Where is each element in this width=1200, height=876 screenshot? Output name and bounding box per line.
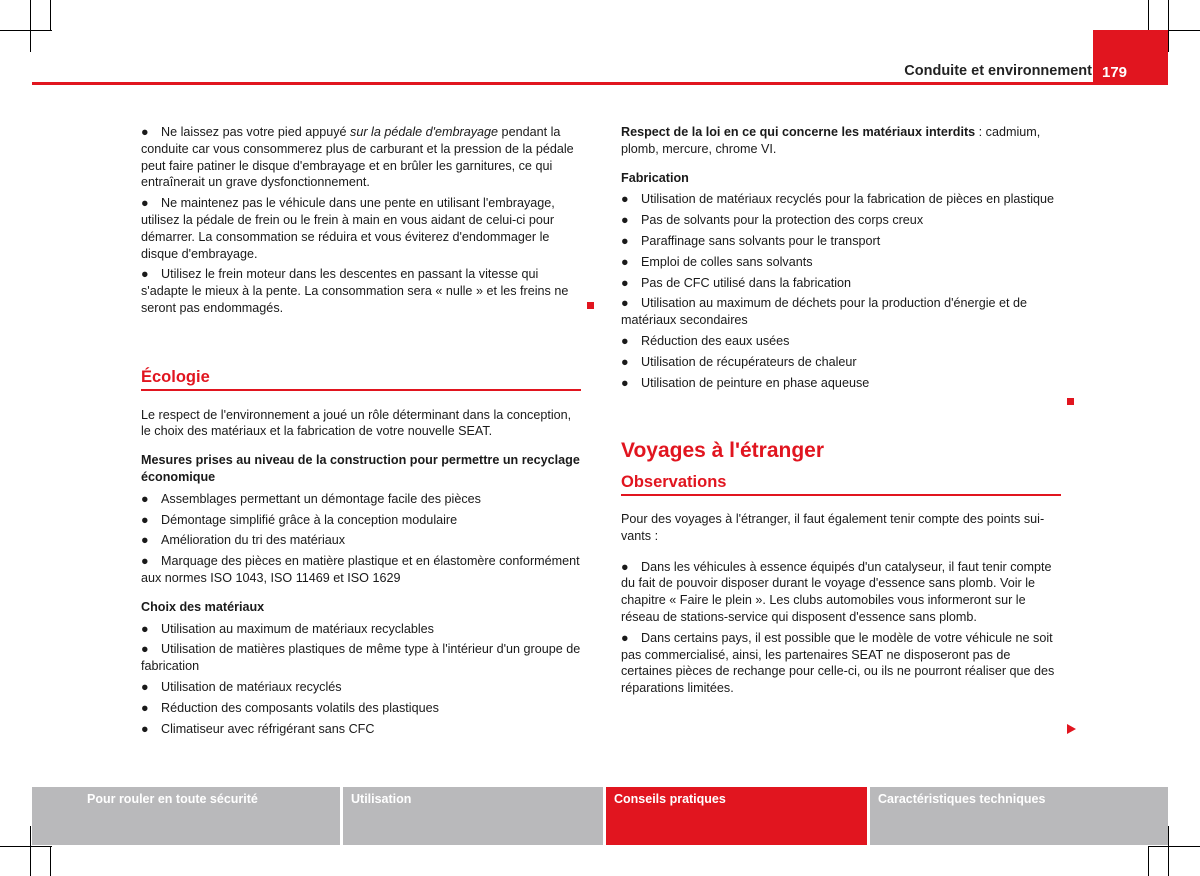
footer-tab-label: Caractéristiques techniques: [878, 792, 1046, 806]
list-item: ● Pas de solvants pour la protection des corps creux: [621, 213, 924, 228]
crop-mark: [30, 826, 31, 876]
list-item: ● Réduction des eaux usées: [621, 333, 790, 348]
list-item: ● Ne maintenez pas le véhicule dans une pente en utilisant l'embrayage, utilisez la pédale de frein ou le frein à main en vous aidant de celui-ci pour démarrer. La consommation se réduira et vous éviterez d'endommager le disque d'embrayage.: [141, 196, 555, 261]
right-column: [621, 124, 1061, 701]
section-heading-voyages: Voyages à l'étranger: [621, 439, 825, 463]
section-heading-observations: Observations: [621, 474, 1061, 496]
list-item: ● Dans les véhicules à essence équipés d'un catalyseur, il faut tenir compte du fait de pouvoir disposer durant le voyage d'essence sans plomb. Voir le chapitre « Faire le plein ». Les clubs automobiles vous informeront sur le réseau de stations-service qui disposent d'essence sans plomb.: [621, 559, 1052, 624]
list-item: ● Utilisation de récupérateurs de chaleur: [621, 354, 857, 369]
list-item: ● Climatiseur avec réfrigérant sans CFC: [141, 721, 375, 736]
list-item: ● Démontage simplifié grâce à la conception modulaire: [141, 512, 458, 527]
crop-mark: [30, 0, 31, 52]
page-number: 179: [1102, 64, 1128, 81]
voyages-intro: Pour des voyages à l'étranger, il faut également tenir compte des points suivants :: [621, 511, 1045, 543]
crop-mark: [1148, 846, 1149, 876]
list-item: ● Ne laissez pas votre pied appuyé sur la pédale d'embrayage pendant la conduite car vous consommerez plus de carburant et la pression de la pédale peut faire patiner le disque d'embrayage et en brûler les garnitures, ce qui entraînerait un grave dysfonctionnement.: [141, 125, 574, 190]
list-item: ● Marquage des pièces en matière plastique et en élastomère conformément aux normes ISO 1043, ISO 11469 et ISO 1629: [141, 554, 580, 585]
list-item: ● Utilisation de matières plastiques de même type à l'intérieur d'un groupe de fabrication: [141, 642, 581, 674]
footer-tab-label: Conseils pratiques: [614, 792, 726, 806]
fabrication-title: Fabrication: [621, 170, 689, 185]
chapter-title: Conduite et environnement: [904, 63, 1092, 79]
list-item: ● Utilisation de matériaux recyclés: [141, 679, 342, 694]
law-paragraph: Respect de la loi en ce qui concerne les matériaux interdits : cadmium, plomb, mercure, chrome VI.: [621, 125, 1041, 156]
list-item: ● Emploi de colles sans solvants: [621, 254, 813, 269]
crop-mark: [0, 846, 52, 847]
list-item: ● Utilisation au maximum de déchets pour la production d'énergie et de matériaux secondaires: [621, 296, 1028, 328]
crop-mark: [1148, 846, 1200, 847]
list-item: ● Pas de CFC utilisé dans la fabrication: [621, 275, 851, 290]
crop-mark: [1148, 0, 1149, 30]
crop-mark: [1168, 826, 1169, 876]
header-rule: [32, 82, 1168, 85]
list-item: ● Assemblages permettant un démontage facile des pièces: [141, 491, 481, 506]
crop-mark: [50, 846, 51, 876]
crop-mark: [0, 30, 52, 31]
list-item: ● Réduction des composants volatils des plastiques: [141, 700, 439, 715]
crop-mark: [50, 0, 51, 30]
materials-title: Choix des matériaux: [141, 599, 265, 614]
crop-mark: [1168, 0, 1169, 52]
continue-arrow-icon: [1067, 724, 1076, 734]
list-item: ● Dans certains pays, il est possible que le modèle de votre véhicule ne soit pas commercialisé, ainsi, les partenaires SEAT ne disposeront pas de certaines pièces de rechange pour celle-ci, ou ils ne pourront réaliser que des réparations limitées.: [621, 630, 1055, 696]
list-item: ● Utilisez le frein moteur dans les descentes en passant la vitesse qui s'adapte le mieux à la pente. La consommation sera « nulle » et les freins ne seront pas endommagés.: [141, 267, 569, 315]
list-item: ● Paraffinage sans solvants pour le transport: [621, 233, 881, 248]
ecologie-intro: Le respect de l'environnement a joué un rôle déterminant dans la conception, le choix des matériaux et la fabrication de votre nouvelle SEAT.: [141, 407, 572, 439]
list-item: ● Utilisation au maximum de matériaux recyclables: [141, 621, 434, 636]
list-item: ● Amélioration du tri des matériaux: [141, 533, 346, 548]
list-item: ● Utilisation de peinture en phase aqueuse: [621, 375, 870, 390]
footer-tab-caracteristiques[interactable]: [870, 787, 1168, 845]
section-end-mark: [1067, 398, 1074, 405]
footer-tab-securite[interactable]: [32, 787, 340, 845]
section-heading-ecologie: Écologie: [141, 369, 581, 391]
left-column: [141, 124, 581, 741]
list-item: ● Utilisation de matériaux recyclés pour la fabrication de pièces en plastique: [621, 192, 1055, 207]
section-end-mark: [587, 302, 594, 309]
measures-title: Mesures prises au niveau de la construction pour permettre un recyclage économique: [141, 453, 580, 484]
footer-tab-conseils[interactable]: [606, 787, 867, 845]
footer-tab-utilisation[interactable]: [343, 787, 603, 845]
footer-tab-label: Utilisation: [351, 792, 412, 806]
footer-tab-label: Pour rouler en toute sécurité: [87, 792, 258, 806]
